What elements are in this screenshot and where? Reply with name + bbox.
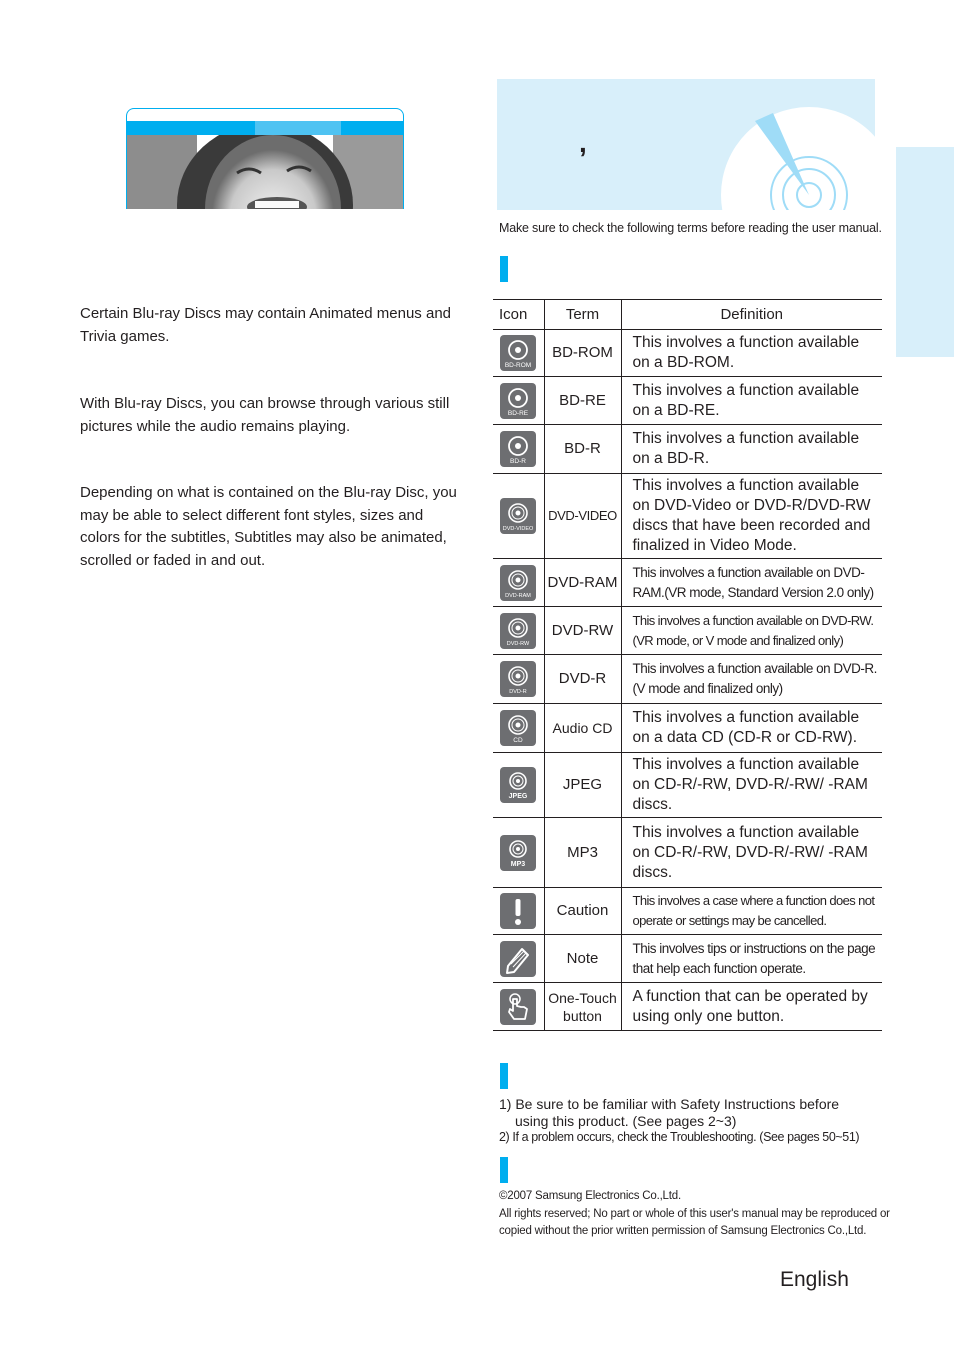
table-row — [493, 888, 882, 935]
table-row — [493, 377, 882, 425]
table-row-term: Audio CD — [544, 704, 621, 753]
notes-list — [499, 1096, 859, 1146]
note-item-2: 2) If a problem occurs, check the Troubleshooting. (See pages 50~51) — [499, 1130, 860, 1144]
section-marker-icons — [500, 256, 508, 282]
table-row-definition: This involves a function available on DVD-R.(V mode and finalized only) — [621, 655, 882, 704]
copyright-block — [499, 1188, 890, 1241]
child-photo-frame — [126, 108, 404, 209]
copyright-line: All rights reserved; No part or whole of this user's manual may be reproduced or — [499, 1207, 890, 1220]
dvd-rw-icon — [500, 613, 536, 649]
banner-title-fragment: , — [579, 127, 587, 158]
dvd-r-icon — [500, 661, 536, 697]
table-row-term: MP3 — [544, 818, 621, 888]
table-row-icon-label: DVD-RW — [506, 640, 530, 647]
table-row-icon-label: JPEG — [508, 793, 528, 800]
intro-text: Make sure to check the following terms before reading the user manual. — [499, 221, 882, 235]
table-row-definition: This involves a case where a function does not operate or settings may be cancelled. — [621, 888, 882, 935]
table-row-term: BD-ROM — [544, 330, 621, 377]
table-row-definition: This involves a function available on a data CD (CD-R or CD-RW). — [621, 704, 882, 753]
page-language-label: English — [780, 1268, 849, 1291]
table-row-icon-label: DVD-RAM — [505, 592, 532, 599]
table-row-term: One-Touch button — [544, 983, 621, 1031]
dvd-ram-icon — [500, 565, 536, 601]
copyright-line: ©2007 Samsung Electronics Co.,Ltd. — [499, 1190, 681, 1202]
dvd-video-icon — [500, 498, 536, 534]
table-row-icon-label: BD-RE — [508, 409, 529, 417]
table-row-term: DVD-VIDEO — [544, 474, 621, 559]
paragraph-animated-menus: Certain Blu-ray Discs may contain Animated menus and Trivia games. — [80, 305, 452, 345]
section-marker-copyright — [500, 1157, 508, 1183]
table-row — [493, 704, 882, 753]
table-row-definition: This involves a function available on a BD-R. — [621, 425, 882, 474]
column-header-term: Term — [544, 300, 621, 330]
table-row-term: DVD-R — [544, 655, 621, 704]
table-row-definition: This involves a function available on a BD-RE. — [621, 377, 882, 425]
table-row-definition: This involves a function available on DVD-RAM.(VR mode, Standard Version 2.0 only) — [621, 559, 882, 607]
table-row-term: Note — [544, 935, 621, 983]
caution-icon — [500, 893, 536, 929]
one-touch-icon — [500, 989, 536, 1025]
table-row-definition: A function that can be operated by using only one button. — [621, 983, 882, 1031]
jpeg-icon — [500, 767, 536, 803]
bd-re-icon — [500, 383, 536, 419]
table-row-icon-label: BD-R — [510, 458, 527, 465]
table-row-icon-label: DVD-R — [509, 689, 527, 695]
paragraph-browsable-slideshow: With Blu-ray Discs, you can browse through various still pictures while the audio remains playing. — [80, 395, 450, 435]
table-row-definition: This involves tips or instructions on the page that help each function operate. — [621, 935, 882, 983]
child-photo — [127, 135, 403, 209]
table-row-definition: This involves a function available on CD-R/-RW, DVD-R/-RW/ -RAM discs. — [621, 753, 882, 818]
table-row-term: BD-RE — [544, 377, 621, 425]
mp3-icon — [500, 835, 536, 871]
table-row — [493, 474, 882, 559]
section-marker-safety — [500, 1063, 508, 1089]
table-row — [493, 655, 882, 704]
header-banner — [497, 79, 875, 210]
audio-cd-icon — [500, 710, 536, 746]
table-row — [493, 818, 882, 888]
note-item-1: 1) Be sure to be familiar with Safety Instructions before — [499, 1096, 840, 1112]
bd-rom-icon — [500, 335, 536, 371]
column-header-definition: Definition — [621, 300, 882, 330]
paragraph-selectable-subtitles: Depending on what is contained on the Blu-ray Disc, you may be able to select different font styles, sizes and colors for the subtitles, Subtitles may also be animated, scrolled or faded in and out. — [80, 484, 457, 569]
table-row-definition: This involves a function available on DVD-Video or DVD-R/DVD-RW discs that have been recorded and finalized in Video Mode. — [621, 474, 882, 559]
table-row-icon-label: MP3 — [511, 860, 526, 868]
table-row — [493, 425, 882, 474]
table-row-definition: This involves a function available on a BD-ROM. — [621, 330, 882, 377]
table-row-term: DVD-RAM — [544, 559, 621, 607]
table-row-icon-label: DVD-VIDEO — [502, 526, 534, 532]
table-row-term: Caution — [544, 888, 621, 935]
table-header-row — [493, 300, 882, 330]
section-side-tab — [896, 147, 954, 357]
table-row-term: BD-R — [544, 425, 621, 474]
copyright-line: copied without the prior written permission of Samsung Electronics Co.,Ltd. — [499, 1225, 867, 1237]
table-row — [493, 935, 882, 983]
disc-graphic — [497, 79, 875, 210]
table-row — [493, 330, 882, 377]
table-row-icon-label: BD-ROM — [505, 362, 532, 369]
column-header-icon: Icon — [493, 300, 544, 330]
table-row — [493, 607, 882, 655]
terms-table — [493, 299, 882, 1031]
note-icon — [500, 941, 536, 977]
table-row — [493, 559, 882, 607]
table-row-term: DVD-RW — [544, 607, 621, 655]
bd-r-icon — [500, 431, 536, 467]
table-row-definition: This involves a function available on CD-R/-RW, DVD-R/-RW/ -RAM discs. — [621, 818, 882, 888]
table-row — [493, 753, 882, 818]
table-row — [493, 983, 882, 1031]
table-row-term: JPEG — [544, 753, 621, 818]
photo-header-band — [127, 121, 403, 135]
note-item-1-cont: using this product. (See pages 2~3) — [515, 1112, 737, 1129]
table-row-icon-label: CD — [513, 737, 523, 744]
table-row-definition: This involves a function available on DVD-RW.(VR mode, or V mode and finalized only) — [621, 607, 882, 655]
